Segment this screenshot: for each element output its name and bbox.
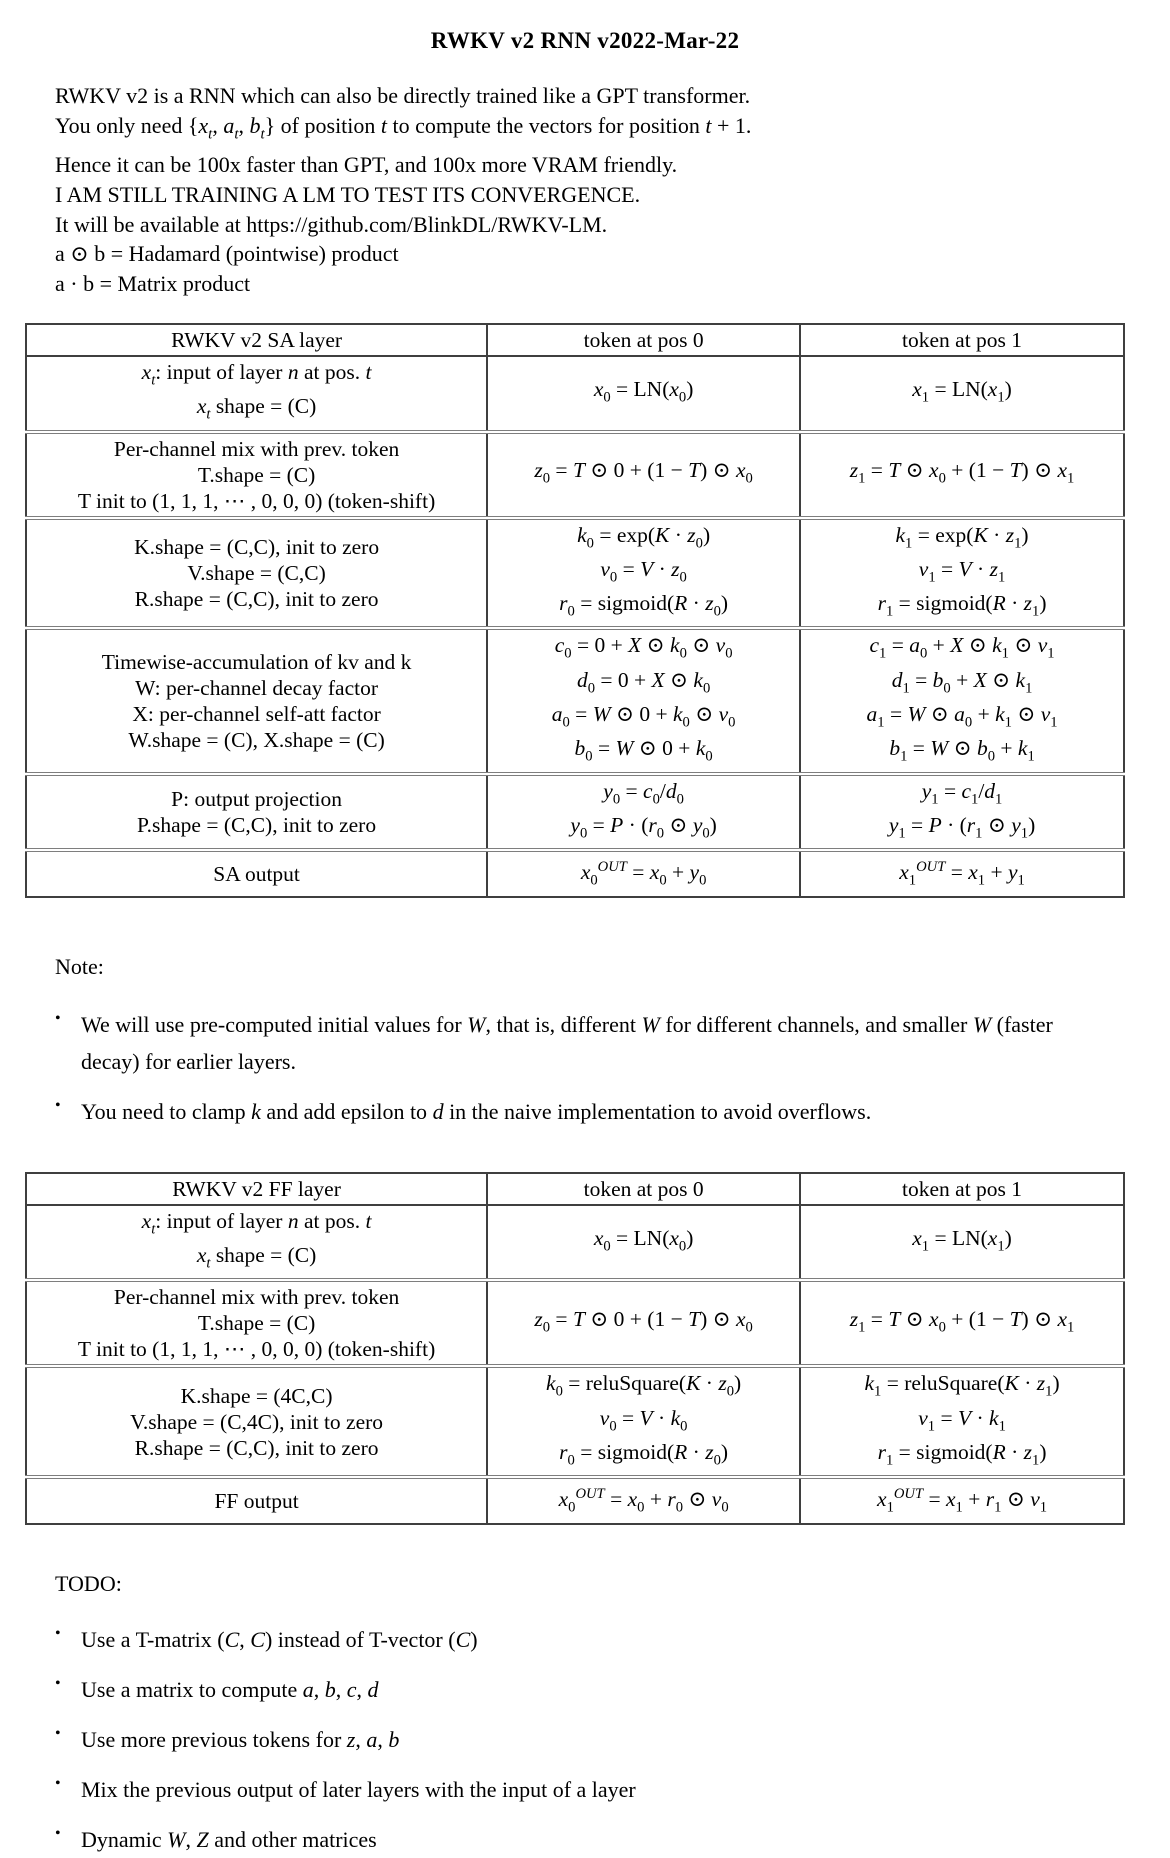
table-cell-formula <box>800 356 1124 432</box>
cell-line: P: output projection <box>171 786 342 811</box>
list-item <box>55 1721 1115 1758</box>
cell-line: Per-channel mix with prev. token <box>113 436 400 461</box>
formula-line: $b_0 = W$ ⊙ $0 + k_0$ <box>574 736 713 765</box>
formula-line: $a_1 = W$ ⊙ $a_0 + k_1$ ⊙ $v_1$ <box>866 702 1058 731</box>
table-cell-formula <box>487 518 800 629</box>
table-cell-formula <box>800 1280 1124 1366</box>
formula-line: $d_0 = 0 + X$ ⊙ $k_0$ <box>576 667 711 697</box>
column-header-sa-layer: RWKV v2 SA layer <box>26 324 487 356</box>
cell-line: $x_t$ shape = (C) <box>196 394 317 423</box>
bullet-icon: • <box>55 1096 61 1114</box>
table-cell-formula <box>800 1477 1124 1523</box>
formula-line: $v_1 = V \cdot z_1$ <box>918 556 1006 586</box>
formula-line: $x_0^{OUT} = x_0 + y_0$ <box>580 859 707 889</box>
page-title: RWKV v2 RNN v2022-Mar-22 <box>430 28 740 53</box>
formula-line: $r_0$ = sigmoid(R · $z_0$) <box>559 591 729 620</box>
todo-heading: TODO: <box>55 1570 122 1596</box>
bullet-text: Dynamic W, Z and other matrices <box>81 1826 377 1852</box>
intro-paragraph <box>55 81 1170 299</box>
cell-line: R.shape = (C,C), init to zero <box>134 587 379 611</box>
table-cell-description <box>26 1280 487 1366</box>
formula-line: $r_0$ = sigmoid(R · $z_0$) <box>559 1439 729 1469</box>
bullet-text: Mix the previous output of later layers with the input of a layer <box>81 1776 636 1802</box>
list-item <box>55 1006 1115 1080</box>
table-cell-formula <box>487 1366 800 1477</box>
table-row-kvr <box>26 518 1124 629</box>
cell-line: W: per-channel decay factor <box>135 676 379 701</box>
cell-line: V.shape = (C,C) <box>187 561 326 585</box>
table-cell-formula <box>800 628 1124 773</box>
cell-line: T.shape = (C) <box>197 462 316 487</box>
cell-line: P.shape = (C,C), init to zero <box>137 812 377 837</box>
table-cell-formula <box>487 628 800 773</box>
table-cell-formula <box>487 356 800 432</box>
table-row-ff-output <box>26 1477 1124 1523</box>
table-header-row <box>26 324 1124 356</box>
todo-bullet-list <box>55 1621 1115 1858</box>
table-cell-description <box>26 432 487 518</box>
cell-line: $x_t$ shape = (C) <box>196 1242 317 1272</box>
bullet-text: Use a T-matrix (C, C) instead of T-vector (C) <box>81 1626 478 1652</box>
bullet-icon: • <box>55 1774 61 1792</box>
cell-line: V.shape = (C,4C), init to zero <box>130 1409 384 1434</box>
formula-line: $r_1$ = sigmoid(R · $z_1$) <box>877 1439 1047 1469</box>
formula-line: $x_1^{OUT} = x_1 + y_1$ <box>899 859 1025 889</box>
formula-line: $y_1 = c_1/d_1$ <box>921 778 1003 807</box>
formula-line: $k_1 = \exp(K \cdot z_1)$ <box>895 522 1029 551</box>
column-header-token-pos-0: token at pos 0 <box>487 324 800 356</box>
table-row-token-mix <box>26 1280 1124 1366</box>
table-row-input <box>26 1205 1124 1281</box>
formula-line: $z_1 = T$ ⊙ $x_0 + (1 - T)$ ⊙ $x_1$ <box>849 1307 1075 1336</box>
list-item <box>55 1771 1115 1808</box>
table-row-output-projection <box>26 774 1124 851</box>
formula-line: $r_1$ = sigmoid(R · $z_1$) <box>877 591 1047 620</box>
bullet-icon: • <box>55 1009 61 1027</box>
cell-line: W.shape = (C), X.shape = (C) <box>128 728 385 753</box>
formula-line: $c_1 = a_0 + X$ ⊙ $k_1$ ⊙ $v_1$ <box>869 633 1055 662</box>
cell-line: K.shape = (4C,C) <box>180 1383 333 1408</box>
bullet-icon: • <box>55 1724 61 1742</box>
list-item <box>55 1821 1115 1858</box>
cell-line: $x_t$: input of layer n at pos. t <box>141 1208 372 1237</box>
bullet-text: Use more previous tokens for z, a, b <box>81 1726 400 1752</box>
table-row-token-mix <box>26 432 1124 518</box>
list-item <box>55 1093 1115 1130</box>
cell-line: $x_t$: input of layer n at pos. t <box>141 359 372 389</box>
formula-line: $k_0 = \exp(K \cdot z_0)$ <box>577 522 711 551</box>
table-cell-description <box>26 1366 487 1477</box>
note-bullet-list <box>55 1006 1115 1130</box>
sa-layer-table <box>25 323 1125 898</box>
ff-layer-table <box>25 1172 1125 1525</box>
formula-line: $a_0 = W$ ⊙ $0 + k_0$ ⊙ $v_0$ <box>551 702 736 731</box>
table-cell-description <box>26 356 487 432</box>
table-cell-formula <box>487 1205 800 1281</box>
table-cell-formula <box>487 774 800 851</box>
table-header-row <box>26 1173 1124 1205</box>
cell-line: SA output <box>213 861 300 886</box>
table-cell-formula <box>487 1280 800 1366</box>
table-cell-formula <box>487 850 800 896</box>
matrix-product-definition-line: a · b = Matrix product <box>55 271 251 297</box>
table-cell-formula <box>800 850 1124 896</box>
table-cell-formula <box>800 518 1124 629</box>
intro-line: You only need {$x_t$, $a_t$, $b_t$} of position t to compute the vectors for position t + 1. <box>55 112 752 143</box>
formula-line: $y_0 = P \cdot (r_0$ ⊙ $y_0$) <box>570 812 717 842</box>
list-item <box>55 1671 1115 1708</box>
formula-line: $x_0 = LN(x_0)$ <box>593 377 694 406</box>
intro-line: Hence it can be 100x faster than GPT, and 100x more VRAM friendly. <box>55 151 678 177</box>
list-item <box>55 1621 1115 1658</box>
repo-url-line: It will be available at https://github.com/BlinkDL/RWKV-LM. <box>55 211 608 237</box>
bullet-icon: • <box>55 1674 61 1692</box>
table-cell-formula <box>800 774 1124 851</box>
column-header-ff-layer: RWKV v2 FF layer <box>26 1173 487 1205</box>
formula-line: $x_0 = LN(x_0)$ <box>593 1225 694 1255</box>
bullet-text: We will use pre-computed initial values for W, that is, different W for different channels, and smaller W (faster decay) for earlier layers. <box>81 1011 1053 1074</box>
table-cell-description <box>26 1205 487 1281</box>
cell-line: Per-channel mix with prev. token <box>113 1285 400 1310</box>
formula-line: $x_0^{OUT} = x_0 + r_0$ ⊙ $v_0$ <box>558 1486 729 1516</box>
formula-line: $y_1 = P \cdot (r_1$ ⊙ $y_1$) <box>888 812 1036 842</box>
cell-line: R.shape = (C,C), init to zero <box>134 1435 379 1460</box>
formula-line: $z_0 = T$ ⊙ 0 + (1 − T) ⊙ $x_0$ <box>534 1307 753 1336</box>
cell-line: Timewise-accumulation of kv and k <box>101 650 412 675</box>
table-row-timewise-accumulation <box>26 628 1124 773</box>
column-header-token-pos-1: token at pos 1 <box>800 324 1124 356</box>
bullet-icon: • <box>55 1824 61 1842</box>
intro-line: RWKV v2 is a RNN which can also be directly trained like a GPT transformer. <box>55 83 751 108</box>
formula-line: $v_1 = V \cdot k_1$ <box>918 1405 1006 1434</box>
formula-line: $z_1 = T$ ⊙ $x_0 + (1 - T)$ ⊙ $x_1$ <box>849 458 1075 487</box>
column-header-token-pos-1: token at pos 1 <box>800 1173 1124 1205</box>
cell-line: T init to (1, 1, 1, ⋯ , 0, 0, 0) (token-shift) <box>77 1337 436 1362</box>
formula-line: $v_0 = V \cdot k_0$ <box>599 1405 688 1434</box>
table-cell-formula <box>487 432 800 518</box>
note-heading: Note: <box>55 953 104 979</box>
table-row-input <box>26 356 1124 432</box>
table-cell-description <box>26 774 487 851</box>
formula-line: $x_1 = LN(x_1)$ <box>912 377 1012 406</box>
formula-line: $b_1 = W$ ⊙ $b_0 + k_1$ <box>889 736 1035 765</box>
table-row-sa-output <box>26 850 1124 896</box>
cell-line: FF output <box>214 1488 299 1513</box>
cell-line: X: per-channel self-att factor <box>132 702 381 727</box>
hadamard-definition-line: a ⊙ b = Hadamard (pointwise) product <box>55 241 399 267</box>
intro-line: I AM STILL TRAINING A LM TO TEST ITS CONVERGENCE. <box>55 181 641 207</box>
table-cell-description <box>26 1477 487 1523</box>
table-cell-formula <box>800 432 1124 518</box>
bullet-icon: • <box>55 1624 61 1642</box>
formula-line: $y_0 = c_0/d_0$ <box>603 778 684 807</box>
formula-line: $v_0 = V \cdot z_0$ <box>600 556 687 586</box>
bullet-text: You need to clamp k and add epsilon to d in the naive implementation to avoid overflows. <box>81 1098 872 1124</box>
table-cell-formula <box>800 1366 1124 1477</box>
formula-line: $x_1^{OUT} = x_1 + r_1$ ⊙ $v_1$ <box>877 1486 1048 1516</box>
formula-line: $k_1$ = reluSquare(K · $z_1$) <box>864 1371 1060 1400</box>
cell-line: T init to (1, 1, 1, ⋯ , 0, 0, 0) (token-shift) <box>77 488 436 513</box>
column-header-token-pos-0: token at pos 0 <box>487 1173 800 1205</box>
cell-line: K.shape = (C,C), init to zero <box>134 535 380 559</box>
table-cell-formula <box>487 1477 800 1523</box>
table-cell-description <box>26 628 487 773</box>
table-row-kvr <box>26 1366 1124 1477</box>
formula-line: $c_0 = 0 + X$ ⊙ $k_0$ ⊙ $v_0$ <box>554 633 733 662</box>
table-cell-formula <box>800 1205 1124 1281</box>
formula-line: $z_0 = T$ ⊙ 0 + (1 − T) ⊙ $x_0$ <box>534 458 753 487</box>
formula-line: $x_1 = LN(x_1)$ <box>912 1225 1012 1255</box>
formula-line: $k_0$ = reluSquare(K · $z_0$) <box>546 1371 742 1400</box>
table-cell-description <box>26 850 487 896</box>
formula-line: $d_1 = b_0 + X$ ⊙ $k_1$ <box>891 667 1033 697</box>
bullet-text: Use a matrix to compute a, b, c, d <box>81 1676 379 1702</box>
cell-line: T.shape = (C) <box>197 1311 316 1336</box>
table-cell-description <box>26 518 487 629</box>
